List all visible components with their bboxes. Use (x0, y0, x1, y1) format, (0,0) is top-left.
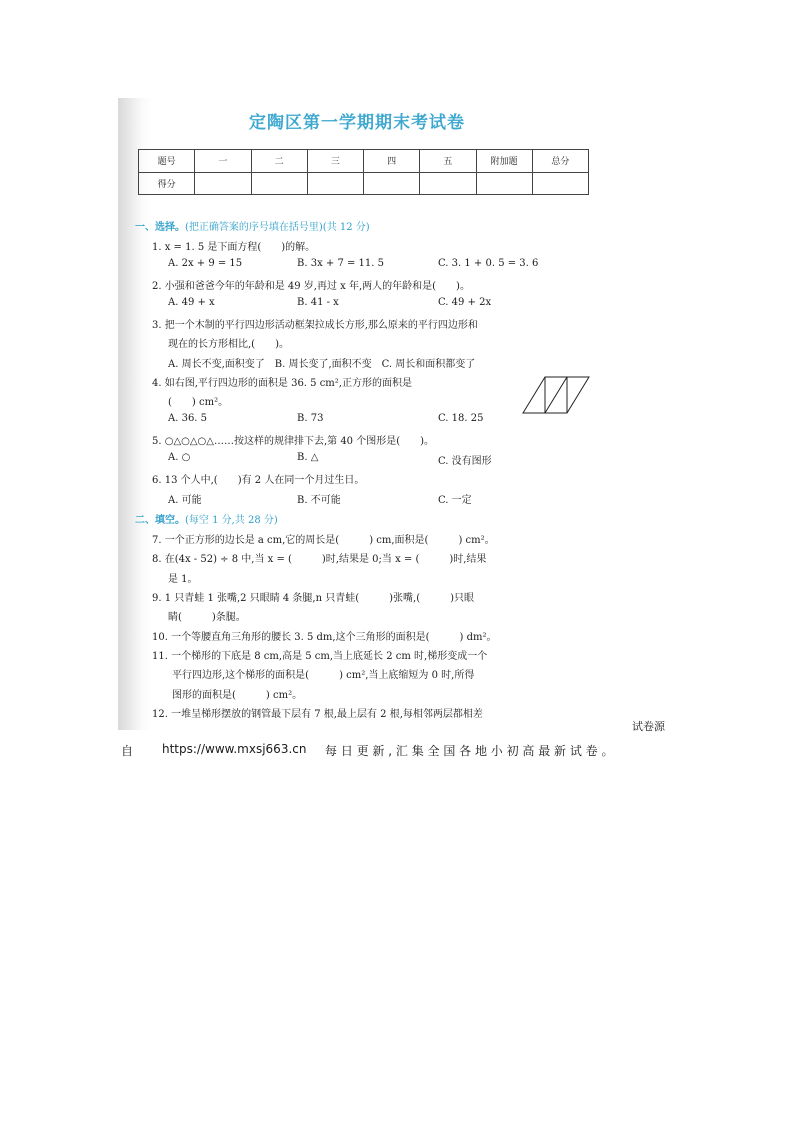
question-6-option-b: B. 不可能 (297, 495, 341, 506)
question-3-line-2: 现在的长方形相比,( )。 (168, 339, 289, 350)
question-7: 7. 一个正方形的边长是 a cm,它的周长是( ) cm,面积是( ) cm²。 (152, 535, 495, 546)
source-slogan: 每 日 更 新 , 汇 集 全 国 各 地 小 初 高 最 新 试 卷 。 (325, 744, 614, 758)
question-8-line-2: 是 1。 (168, 574, 198, 585)
question-3-line-1: 3. 把一个木制的平行四边形活动框架拉成长方形,那么原来的平行四边形和 (152, 320, 478, 331)
score-cell (364, 172, 420, 195)
question-1: 1. x = 1. 5 是下面方程( )的解。 (152, 242, 316, 253)
parallelogram-square-figure (521, 375, 591, 415)
question-9-line-1: 9. 1 只青蛙 1 张嘴,2 只眼睛 4 条腿,n 只青蛙( )张嘴,( )只眼 (152, 593, 475, 604)
section-choice-note: (把正确答案的序号填在括号里)(共 12 分) (185, 222, 370, 233)
score-table-score-row (139, 172, 589, 195)
question-9-line-2: 睛( )条腿。 (168, 612, 246, 623)
question-5-option-a: A. ○ (168, 452, 191, 463)
score-table-header-row (139, 150, 589, 173)
question-12: 12. 一堆呈梯形摆放的钢管最下层有 7 根,最上层有 2 根,每相邻两层都相差 (152, 709, 483, 720)
section-fill-heading (135, 511, 278, 526)
question-2-option-a: A. 49 + x (168, 297, 215, 308)
question-11-line-2: 平行四边形,这个梯形的面积是( ) cm²,当上底缩短为 0 时,所得 (172, 670, 475, 681)
score-header-cell: 附加题 (476, 150, 532, 173)
source-label: 试卷源 (632, 720, 665, 733)
question-11-line-1: 11. 一个梯形的下底是 8 cm,高是 5 cm,当上底延长 2 cm 时,梯形变成一个 (152, 651, 488, 662)
score-header-cell: 五 (420, 150, 476, 173)
question-4-line-1: 4. 如右图,平行四边形的面积是 36. 5 cm²,正方形的面积是 (152, 378, 412, 389)
source-url-link[interactable]: https://www.mxsj663.cn (162, 742, 307, 756)
question-2: 2. 小强和爸爸今年的年龄和是 49 岁,再过 x 年,两人的年龄和是( )。 (152, 281, 470, 292)
score-header-cell: 二 (251, 150, 307, 173)
section-choice-title: 一、选择。 (135, 222, 185, 233)
question-2-option-c: C. 49 + 2x (438, 297, 492, 308)
score-cell (476, 172, 532, 195)
score-table (138, 149, 589, 195)
question-6-option-c: C. 一定 (438, 495, 472, 506)
score-header-cell: 题号 (139, 150, 195, 173)
question-6: 6. 13 个人中,( )有 2 人在同一个月过生日。 (152, 475, 365, 486)
source-prefix: 自 (121, 744, 134, 758)
score-cell (307, 172, 363, 195)
question-8-line-1: 8. 在(4x - 52) ÷ 8 中,当 x = ( )时,结果是 0;当 x = ( )时,结果 (152, 554, 487, 565)
question-2-option-b: B. 41 - x (297, 297, 339, 308)
score-header-cell: 四 (364, 150, 420, 173)
question-3-options: A. 周长不变,面积变了 B. 周长变了,面积不变 C. 周长和面积都变了 (168, 359, 476, 370)
question-11-line-3: 图形的面积是( ) cm²。 (172, 690, 303, 701)
question-1-option-a: A. 2x + 9 = 15 (168, 258, 243, 269)
section-choice-heading (135, 218, 370, 233)
score-header-cell: 一 (195, 150, 251, 173)
question-5-option-c: C. 没有图形 (438, 456, 492, 467)
score-cell (420, 172, 476, 195)
score-header-cell: 总分 (532, 150, 588, 173)
question-5-option-b: B. △ (297, 452, 319, 463)
score-cell (251, 172, 307, 195)
question-1-option-b: B. 3x + 7 = 11. 5 (297, 258, 384, 269)
exam-title: 定陶区第一学期期末考试卷 (249, 113, 465, 133)
score-cell (532, 172, 588, 195)
question-5: 5. ○△○△○△……按这样的规律排下去,第 40 个图形是( )。 (152, 436, 435, 447)
question-4-option-a: A. 36. 5 (168, 413, 208, 424)
question-1-option-c: C. 3. 1 + 0. 5 = 3. 6 (438, 258, 539, 269)
question-4-option-b: B. 73 (297, 413, 324, 424)
question-4-option-c: C. 18. 25 (438, 413, 484, 424)
section-fill-title: 二、填空。 (135, 515, 185, 526)
score-row-label: 得分 (139, 172, 195, 195)
question-10: 10. 一个等腰直角三角形的腰长 3. 5 dm,这个三角形的面积是( ) dm²。 (152, 632, 497, 643)
score-cell (195, 172, 251, 195)
section-fill-note: (每空 1 分,共 28 分) (185, 515, 278, 526)
score-header-cell: 三 (307, 150, 363, 173)
question-4-line-2: ( ) cm²。 (168, 397, 229, 408)
question-6-option-a: A. 可能 (168, 495, 202, 506)
